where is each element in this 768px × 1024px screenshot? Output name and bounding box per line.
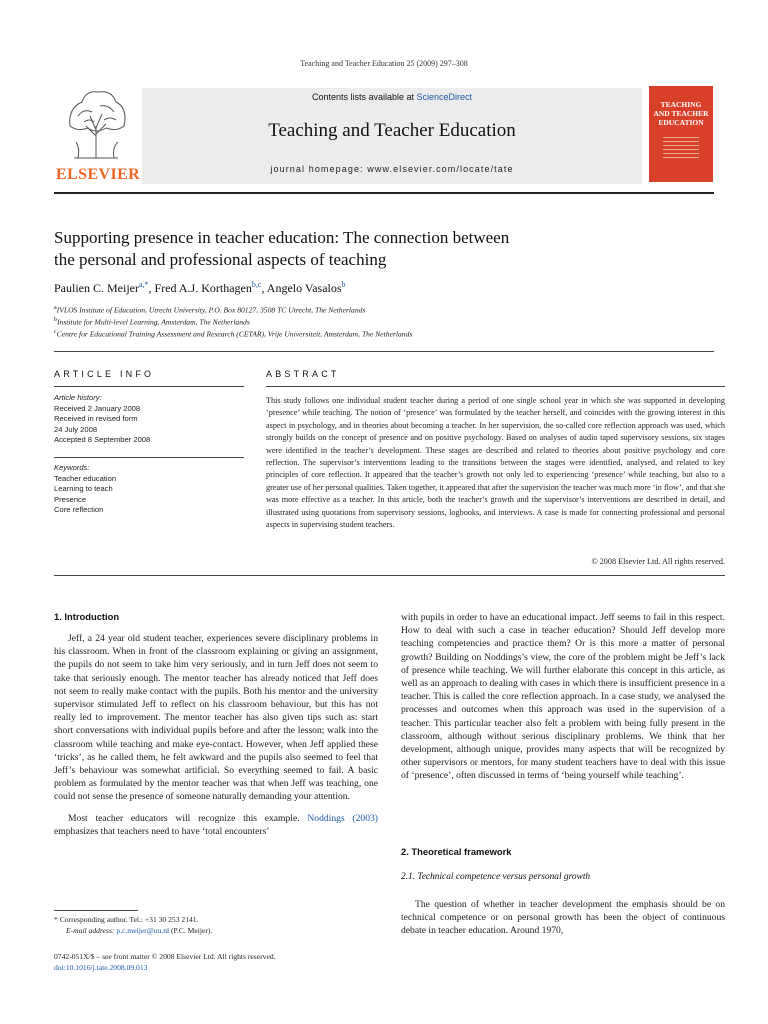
footnote-rule bbox=[54, 910, 138, 911]
title-line-2: the personal and professional aspects of teaching bbox=[54, 250, 387, 269]
article-history bbox=[54, 393, 244, 446]
body-column-right bbox=[401, 611, 725, 783]
history-item: 24 July 2008 bbox=[54, 424, 98, 434]
author-list bbox=[54, 280, 346, 296]
affiliation: $^c$Centre for Educational Training Assessment and Research (CETAR), Vrije Universiteit, Amsterdam, The Netherlands bbox=[54, 329, 413, 339]
cover-line-1: TEACHING bbox=[660, 100, 702, 109]
issn-line: 0742-051X/$ – see front matter © 2008 Elsevier Ltd. All rights reserved. bbox=[54, 952, 276, 961]
author-name: , Angelo Vasalos bbox=[261, 281, 342, 295]
article-info-rule bbox=[54, 386, 244, 387]
article-title bbox=[54, 227, 674, 271]
body-column-left bbox=[54, 632, 378, 838]
keywords-rule bbox=[54, 457, 244, 458]
title-line-1: Supporting presence in teacher education: The connection between bbox=[54, 228, 510, 247]
cover-line-2: AND TEACHER bbox=[653, 109, 709, 118]
paragraph: The question of whether in teacher development the emphasis should be on technical competence or on personal growth has been the object of continuous debate in teacher education. Around 1970, bbox=[401, 899, 725, 937]
header-rule bbox=[54, 192, 714, 194]
paragraph: with pupils in order to have an educational impact. Jeff seems to fail in this respect. How to deal with such a case in teacher education? Should Jeff develop more teaching competencies and practice them? Or is this more a matter of personal growth? Building on Noddings’s view, the core of the problem might be Jeff’s lack of presence while teaching. We will further elaborate this concept in this article, as well as an approach to dealing with cases in which there is insufficient presence in a teacher. This is called the core reflection approach. In a case study, we analysed the processes and outcomes when this approach was used in the supervision of a teacher. This particular teacher also felt a problem with being fully present in the classroom, although without serious disciplinary problems. We think that her development, although unique, provides many aspects that will be recognized by other supervisors or mentors, for many student teachers have to deal with this issue of ‘presence’, often discussed in terms of ‘being yourself while teaching’. bbox=[401, 612, 725, 782]
section-heading: 2. Theoretical framework bbox=[401, 846, 512, 857]
abstract-heading: ABSTRACT bbox=[266, 369, 340, 379]
keyword: Presence bbox=[54, 494, 87, 504]
keyword: Teacher education bbox=[54, 473, 117, 483]
tree-logo-icon bbox=[60, 86, 132, 160]
cover-line-3: EDUCATION bbox=[658, 118, 704, 127]
affiliation: $^b$Institute for Multi-level Learning, Amsterdam, The Netherlands bbox=[54, 317, 250, 327]
paragraph: Jeff, a 24 year old student teacher, experiences severe disciplinary problems in his classroom. When in front of the classroom explaining or giving an assignment, the pupils do not seem to take him very seriously, and in turn Jeff does not seem to take that seriously enough. The mentor teacher has already noticed that Jeff does not seem to really make contact with the pupils. Both his mentor and the university supervisor stimulated Jeff to reflect on his classroom behaviour, but this has not really led to improvement. The mentor teacher has also given tips such as: start short conversations with individual pupils before and after the lesson; walk into the classroom while teaching and make eye-contact. However, when Jeff applied these ‘tricks’, as he called them, he felt awkward and the pupils also seemed to feel that Jeff’s behaviour was somewhat artificial. So everything seemed to fail. A basic problem as formulated by the mentor teacher was that when Jeff was teaching, one could not sense the presence of someone naturally demanding your attention. bbox=[54, 633, 378, 803]
corresponding-author-note: * Corresponding author. Tel.: +31 30 253 2141. bbox=[54, 915, 199, 924]
affiliation-link[interactable]: a, bbox=[138, 280, 145, 289]
journal-title: Teaching and Teacher Education bbox=[268, 120, 516, 141]
history-label: Article history: bbox=[54, 393, 102, 402]
abstract-bottom-rule bbox=[54, 575, 725, 576]
body-column-right-2 bbox=[401, 898, 725, 938]
keywords bbox=[54, 463, 244, 516]
affiliation-link[interactable]: b,c bbox=[251, 280, 262, 289]
affiliation: $^a$IVLOS Institute of Education, Utrecht University, P.O. Box 80127, 3508 TC Utrecht, The Netherlands bbox=[54, 305, 366, 315]
keyword: Learning to teach bbox=[54, 484, 113, 493]
subsection-heading: 2.1. Technical competence versus personal growth bbox=[401, 872, 591, 882]
paragraph: Most teacher educators will recognize this example. Noddings (2003) emphasizes that teachers need to have ‘total encounters’ bbox=[54, 812, 378, 837]
footnote bbox=[54, 914, 384, 936]
citation-link[interactable]: Noddings (2003) bbox=[307, 812, 378, 824]
keyword: Core reflection bbox=[54, 505, 104, 514]
author-name: Paulien C. Meijer bbox=[54, 281, 139, 295]
email-note: E-mail address: p.c.meijer@uu.nl (P.C. Meijer). bbox=[66, 926, 213, 935]
elsevier-logo[interactable] bbox=[56, 86, 141, 186]
cover-title bbox=[649, 100, 713, 127]
history-item: Received in revised form bbox=[54, 414, 138, 423]
journal-homepage[interactable]: journal homepage: www.elsevier.com/locate/tate bbox=[270, 164, 514, 174]
author-name: , Fred A.J. Korthagen bbox=[148, 281, 252, 295]
article-info-heading: ARTICLE INFO bbox=[54, 369, 155, 379]
keywords-label: Keywords: bbox=[54, 463, 90, 472]
corresponding-author-link[interactable]: * bbox=[144, 280, 149, 289]
contents-line bbox=[142, 92, 642, 102]
affiliation-rule bbox=[54, 351, 714, 352]
journal-reference: Teaching and Teacher Education 25 (2009) 297–308 bbox=[300, 59, 468, 68]
abstract-copyright: © 2008 Elsevier Ltd. All rights reserved. bbox=[591, 557, 725, 566]
journal-cover[interactable] bbox=[649, 86, 713, 182]
contents-prefix: Contents lists available at bbox=[311, 92, 417, 102]
history-item: Accepted 8 September 2008 bbox=[54, 435, 151, 444]
section-heading: 1. Introduction bbox=[54, 611, 120, 622]
abstract-rule bbox=[266, 386, 725, 387]
front-matter bbox=[54, 951, 384, 973]
journal-header bbox=[142, 88, 642, 184]
publisher-name: ELSEVIER bbox=[56, 166, 141, 183]
affiliation-link[interactable]: b bbox=[341, 280, 346, 289]
history-item: Received 2 January 2008 bbox=[54, 403, 141, 413]
email-link[interactable]: p.c.meijer@uu.nl bbox=[116, 926, 170, 935]
abstract-text: This study follows one individual student teacher during a period of one single school year in which she was supported in developing ‘presence’ while teaching. The notion of ‘presence’ was formulated by the teacher herself, and coincides with the growing interest in this aspect in psychology, and in theories about becoming a teacher. In her supervision, the so-called core reflection approach was used, which strongly builds on the concept of presence and on positive psychology. Based on analyses of audio taped supervisory sessions, six stages were identified in the teacher’s development. These stages are described and related to theories about positive psychology and core reflection. The supervisor’s interventions leading to the transitions between the stages were identified, analysed, and related to key principles of core reflection. It appeared that the teacher’s growth not only led to experiencing ‘presence’ while teaching, but also to a greater use of her personal qualities. Taken together, it appeared that after the supervision the teacher was much more ‘in flow’, and that she was more effective as a teacher. In this article, both the teacher’s growth and the supervisor’s interventions are described in detail, and illustrated using quotations from supervisory sessions, logbooks, and interviews. A case is made for connecting professional and personal aspects in supervising student teachers. bbox=[266, 396, 725, 530]
cover-decoration bbox=[649, 134, 713, 161]
sciencedirect-link[interactable]: ScienceDirect bbox=[416, 92, 473, 102]
doi-link[interactable]: doi:10.1016/j.tate.2008.09.013 bbox=[54, 963, 148, 972]
